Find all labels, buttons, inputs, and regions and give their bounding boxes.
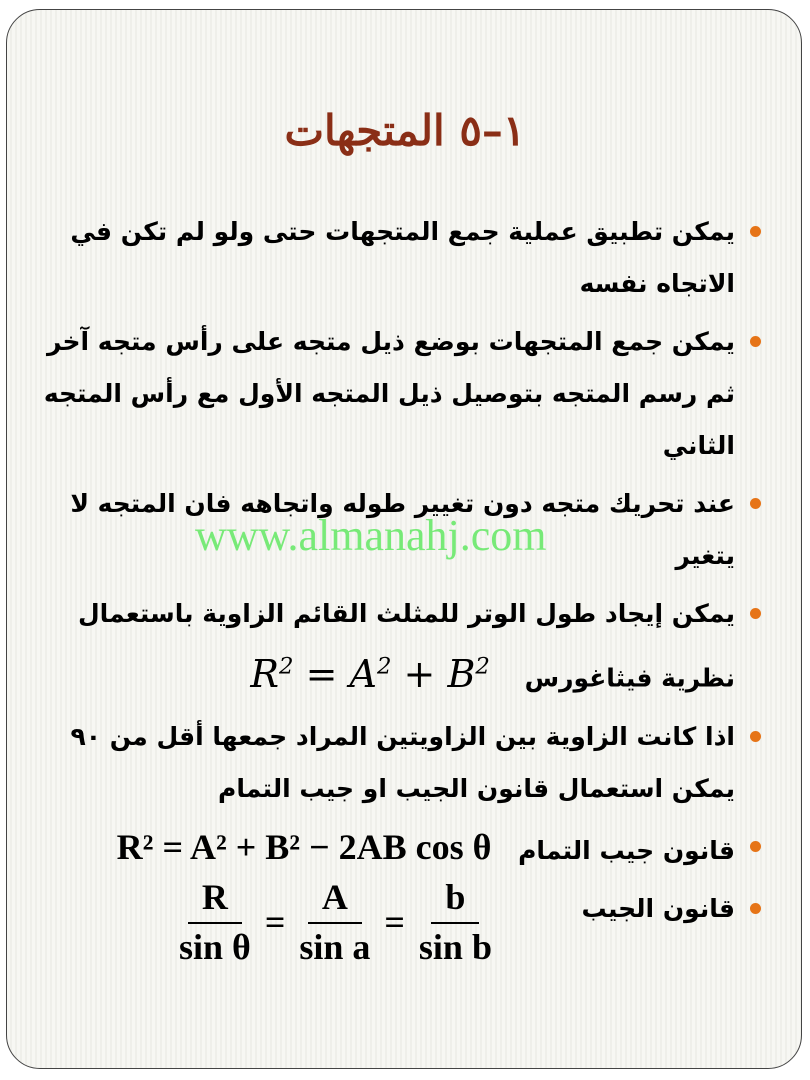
pythagoras-formula: $R^2 = A^2 + B^2$ — [250, 651, 490, 696]
slide-title: ١–٥ المتجهات — [284, 106, 526, 155]
bullet-list — [35, 206, 765, 941]
numerator: A — [308, 876, 362, 924]
sine-law-formula — [179, 876, 492, 968]
fraction — [419, 876, 492, 968]
bullet-text: قانون جيب التمام — [518, 835, 735, 865]
bullet-dot-icon — [750, 841, 761, 852]
fraction — [299, 876, 370, 968]
cosine-law-formula: R² = A² + B² − 2AB cos θ — [116, 826, 492, 867]
bullet-dot-icon — [750, 226, 761, 237]
bullet-text: يمكن إيجاد طول الوتر للمثلث القائم الزاوية باستعمال نظرية فيثاغورس — [77, 599, 735, 693]
numerator: b — [431, 876, 479, 924]
bullet-text: عند تحريك متجه دون تغيير طوله واتجاهه فان المتجه لا يتغير — [70, 489, 735, 570]
bullet-text: يمكن جمع المتجهات بوضع ذيل متجه على رأس متجه آخر ثم رسم المتجه بتوصيل ذيل المتجه الأول مع رأس المتجه الثاني — [43, 327, 735, 460]
slide — [6, 9, 802, 1069]
bullet-item — [35, 206, 765, 310]
bullet-dot-icon — [750, 731, 761, 742]
bullet-text: يمكن تطبيق عملية جمع المتجهات حتى ولو لم تكن في الاتجاه نفسه — [70, 217, 735, 298]
bullet-dot-icon — [750, 498, 761, 509]
bullet-text: قانون الجيب — [581, 893, 735, 923]
equals-sign: = — [264, 902, 286, 942]
equals-sign: = — [384, 902, 405, 942]
bullet-dot-icon — [750, 903, 761, 914]
bullet-text: اذا كانت الزاوية بين الزاويتين المراد جمعها أقل من ٩٠ يمكن استعمال قانون الجيب او جيب التمام — [70, 721, 735, 803]
numerator: R — [188, 876, 242, 924]
watermark: www.almanahj.com — [195, 511, 547, 560]
bullet-item — [35, 821, 765, 877]
bullet-item — [35, 316, 765, 472]
denominator: sin a — [299, 927, 371, 967]
bullet-item — [35, 711, 765, 815]
denominator: sin θ — [179, 927, 251, 967]
bullet-dot-icon — [750, 336, 761, 347]
bullet-dot-icon — [750, 608, 761, 619]
denominator: sin b — [418, 927, 492, 967]
fraction — [179, 876, 251, 968]
bullet-item — [35, 588, 765, 705]
